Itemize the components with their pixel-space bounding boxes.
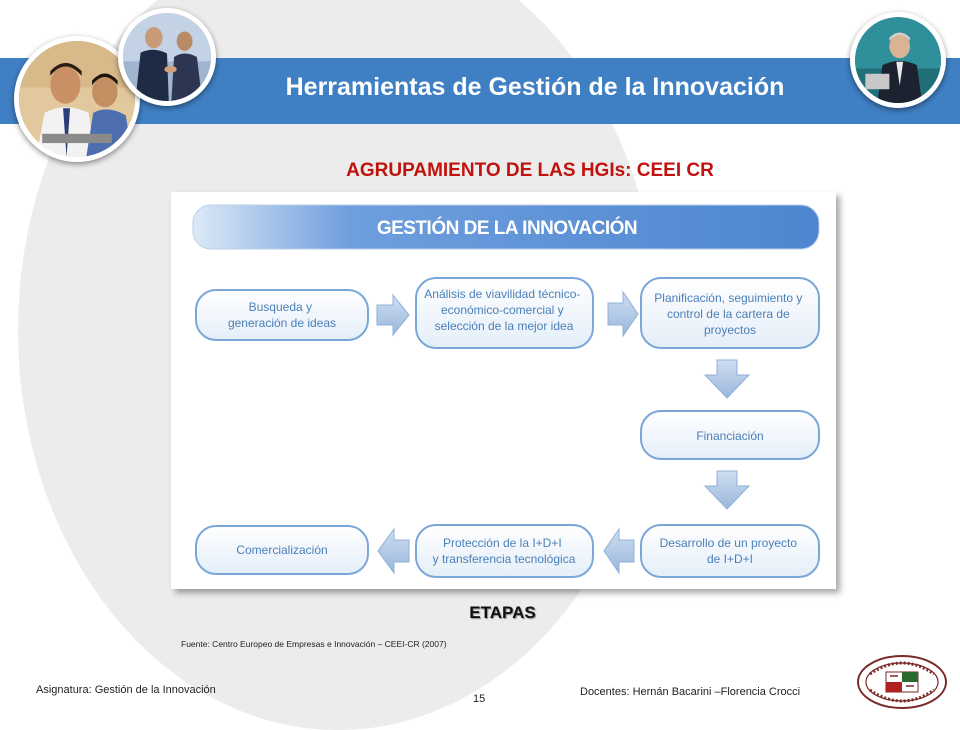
stage-financiacion-label: Financiación bbox=[696, 429, 764, 443]
stage-comercializacion bbox=[196, 526, 368, 574]
stage-desarrollo-label: Desarrollo de un proyecto de I+D+I bbox=[659, 536, 798, 566]
handshake-photo bbox=[118, 8, 216, 106]
arrow-right-icon bbox=[608, 292, 638, 336]
arrow-left-icon bbox=[378, 529, 409, 573]
stage-planificacion-label: Planificación, seguimiento y control de la cartera de proyectos bbox=[654, 291, 803, 337]
stage-planificacion bbox=[641, 278, 819, 348]
process-diagram bbox=[171, 192, 836, 589]
stage-analisis bbox=[416, 278, 593, 348]
footer-course: Asignatura: Gestión de la Innovación bbox=[36, 684, 216, 696]
stage-proteccion-label: Protección de la I+D+I y transferencia tecnológica bbox=[432, 536, 576, 566]
stage-proteccion bbox=[416, 525, 593, 577]
diagram-banner-label: GESTIÓN DE LA INNOVACIÓN bbox=[376, 218, 638, 239]
source-note: Fuente: Centro Europeo de Empresas e Innovación – CEEI-CR (2007) bbox=[181, 639, 447, 649]
slide-title: Herramientas de Gestión de la Innovación bbox=[285, 73, 785, 101]
process-diagram-svg bbox=[171, 192, 836, 589]
diagram-caption: ETAPAS bbox=[469, 603, 536, 622]
arrow-down-icon bbox=[705, 471, 749, 509]
arrow-down-icon bbox=[705, 360, 749, 398]
arrow-left-icon bbox=[604, 529, 634, 573]
businessman-photo bbox=[850, 12, 946, 108]
stage-comercializacion-label: Comercialización bbox=[236, 543, 328, 557]
stage-desarrollo bbox=[641, 525, 819, 577]
university-seal-logo bbox=[856, 654, 948, 710]
arrow-right-icon bbox=[377, 295, 409, 335]
stage-busqueda bbox=[196, 290, 368, 340]
stage-analisis-label: Análisis de viavilidad técnico- económico-comercial y selección de la mejor idea bbox=[424, 287, 581, 333]
footer-teachers: Docentes: Hernán Bacarini –Florencia Crocci bbox=[580, 686, 801, 698]
page-number: 15 bbox=[473, 693, 486, 705]
section-subtitle: AGRUPAMIENTO DE LAS HGIs: CEEI CR bbox=[346, 160, 714, 181]
stage-financiacion bbox=[641, 411, 819, 459]
stage-busqueda-label: Busqueda y generación de ideas bbox=[227, 300, 337, 330]
